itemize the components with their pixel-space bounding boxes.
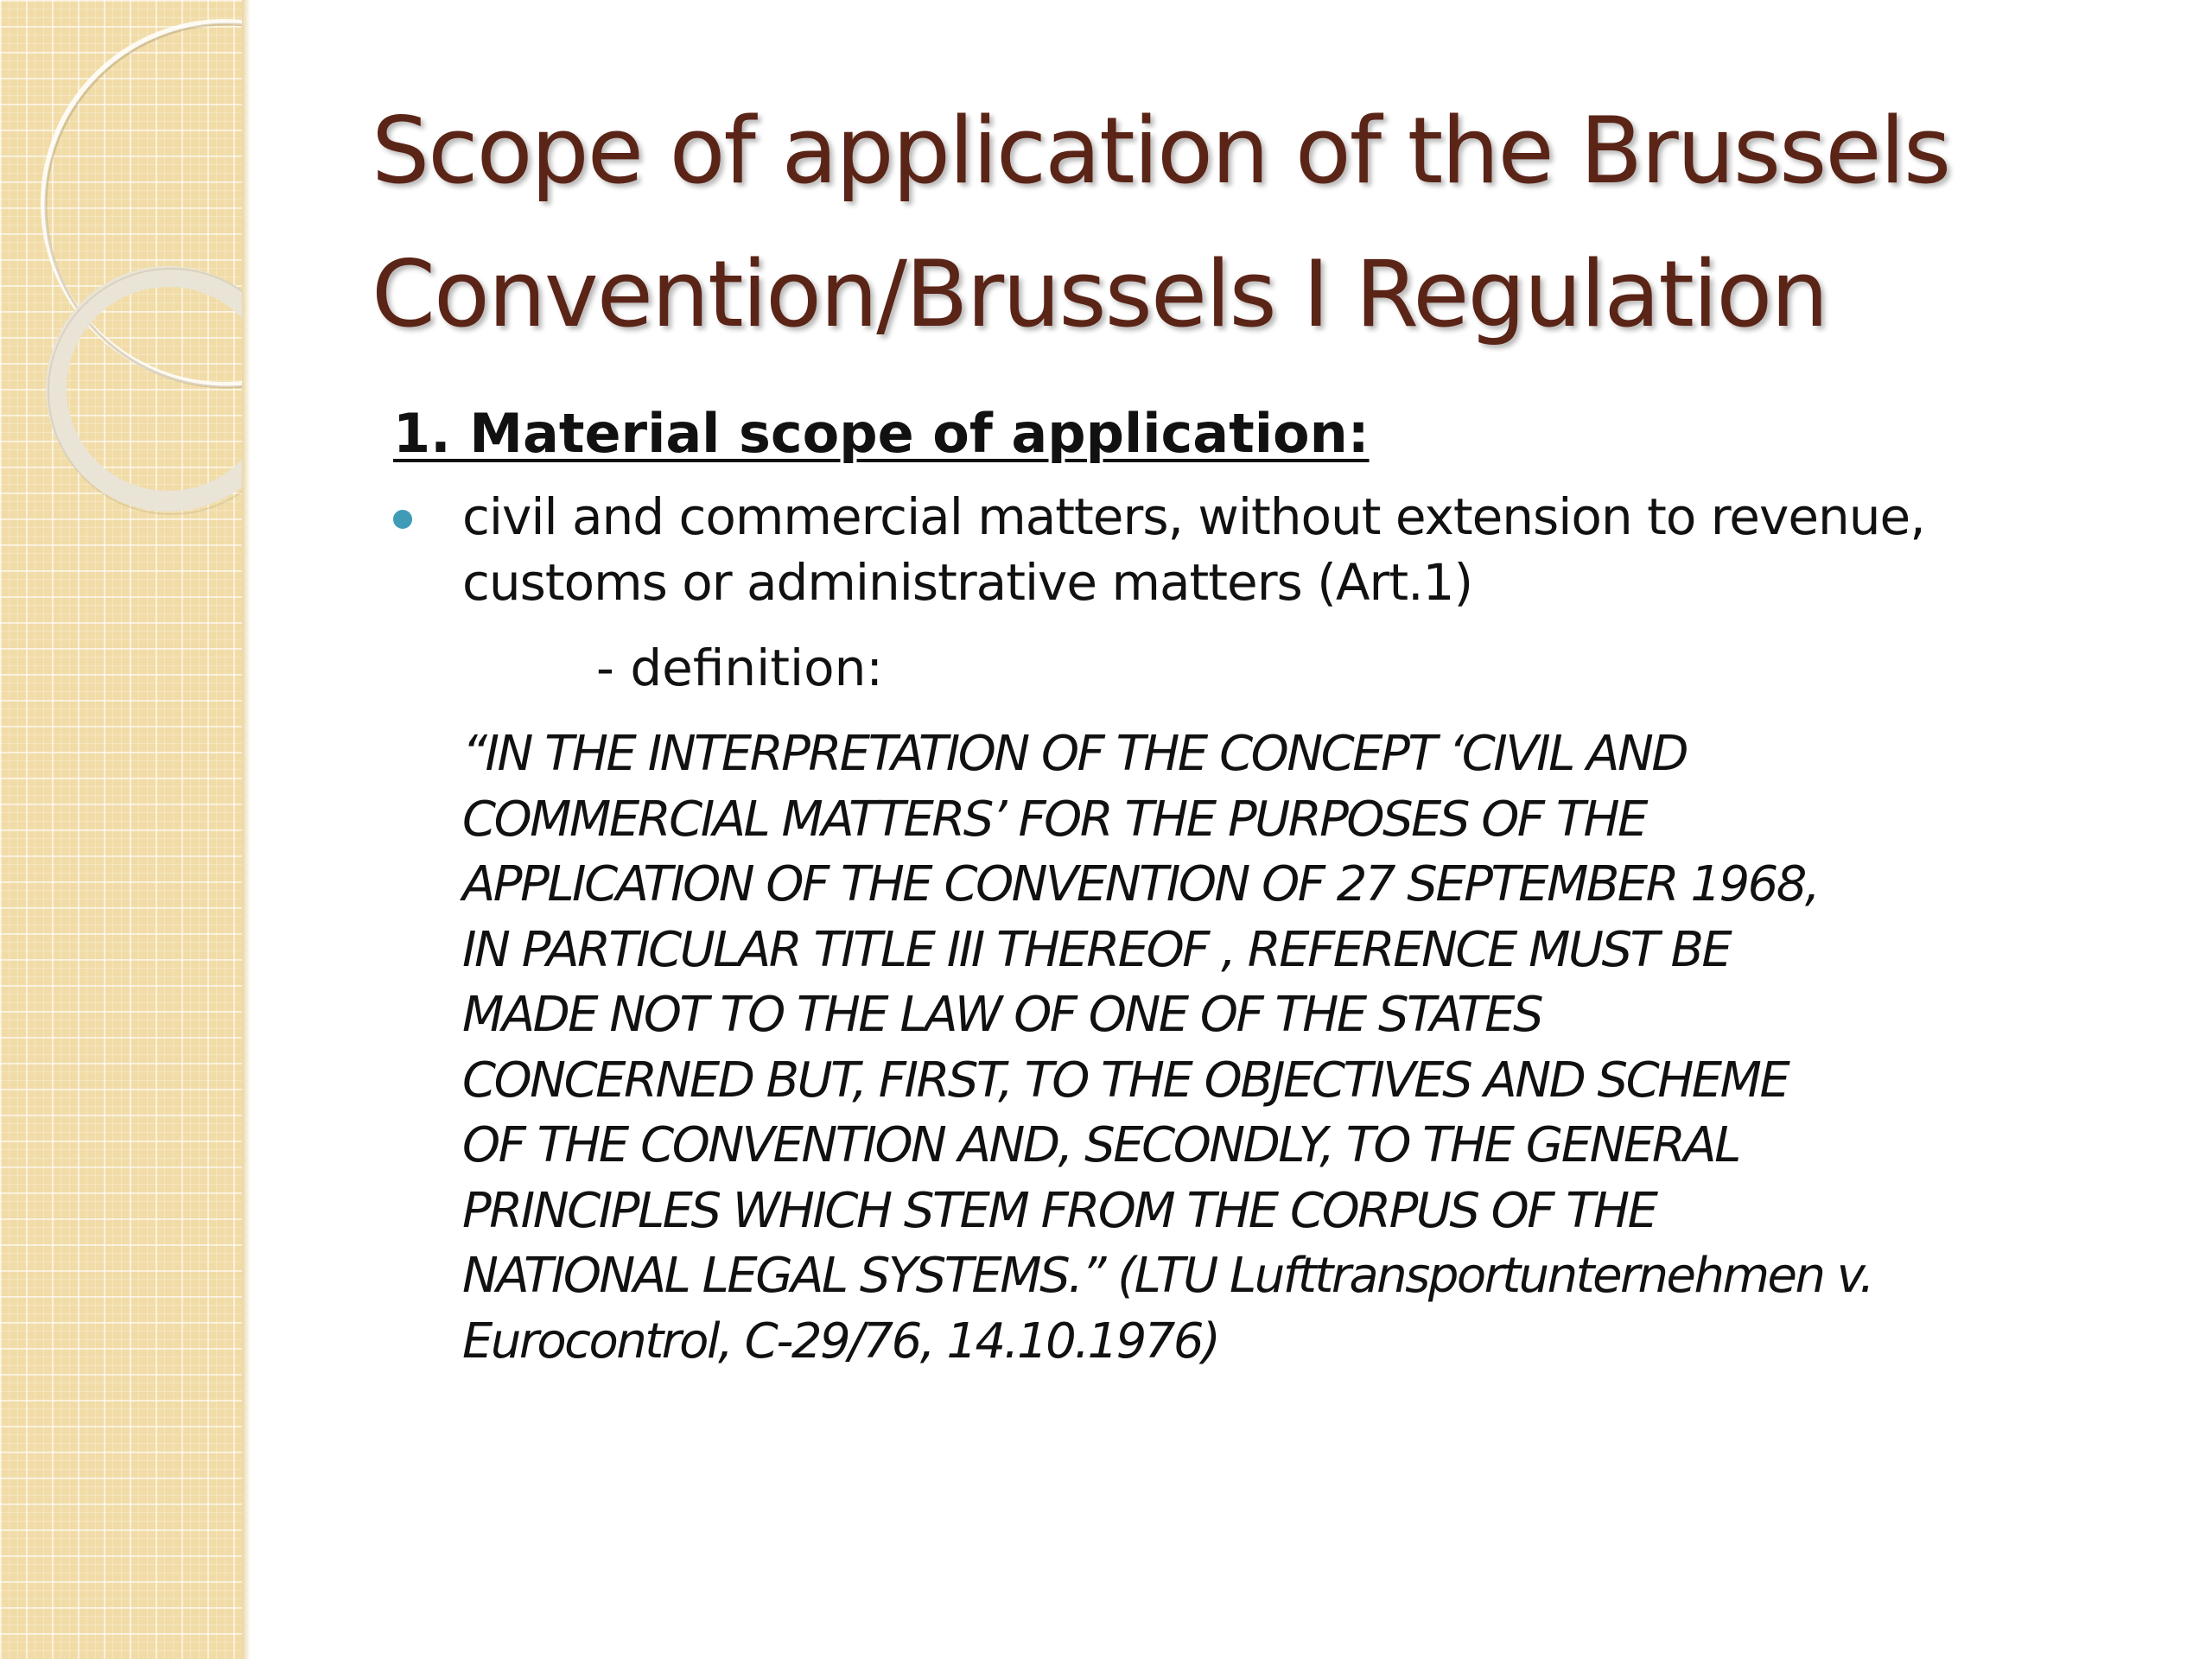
definition-label: - definition: — [596, 639, 883, 697]
section-heading: 1. Material scope of application: — [393, 402, 1370, 465]
quote-line-9: NATIONAL LEGAL SYSTEMS.” (LTU Lufttransportunternehmen v. — [462, 1248, 1873, 1304]
ring-small-shadow — [48, 269, 246, 514]
bullet-line-2: customs or administrative matters (Art.1) — [462, 553, 1473, 612]
sidebar-edge — [242, 0, 251, 1659]
quote-line-5: MADE NOT TO THE LAW OF ONE OF THE STATES — [462, 987, 1542, 1043]
definition-quote — [462, 721, 2190, 1374]
bullet-text — [462, 484, 2182, 615]
quote-line-7: OF THE CONVENTION AND, SECONDLY, TO THE GENERAL — [462, 1117, 1739, 1173]
decorative-rings — [0, 0, 246, 605]
quote-line-8: PRINCIPLES WHICH STEM FROM THE CORPUS OF THE — [462, 1182, 1656, 1239]
quote-line-6: CONCERNED BUT, FIRST, TO THE OBJECTIVES AND SCHEME — [462, 1052, 1789, 1109]
quote-line-4: IN PARTICULAR TITLE III THEREOF , REFERENCE MUST BE — [462, 921, 1731, 978]
ring-small — [56, 276, 246, 501]
bullet-dot-icon — [393, 510, 412, 529]
quote-line-10: Eurocontrol, C-29/76, 14.10.1976) — [462, 1313, 1219, 1370]
bullet-line-1: civil and commercial matters, without extension to revenue, — [462, 487, 1925, 546]
quote-line-3: APPLICATION OF THE CONVENTION OF 27 SEPTEMBER 1968, — [462, 856, 1819, 912]
title-line-2: Convention/Brussels I Regulation — [372, 241, 1827, 347]
decorative-sidebar — [0, 0, 246, 1659]
slide-title — [372, 79, 2169, 366]
quote-line-2: COMMERCIAL MATTERS’ FOR THE PURPOSES OF THE — [462, 791, 1647, 848]
quote-line-1: “IN THE INTERPRETATION OF THE CONCEPT ‘CIVIL AND — [462, 726, 1687, 782]
title-line-1: Scope of application of the Brussels — [372, 98, 1950, 204]
